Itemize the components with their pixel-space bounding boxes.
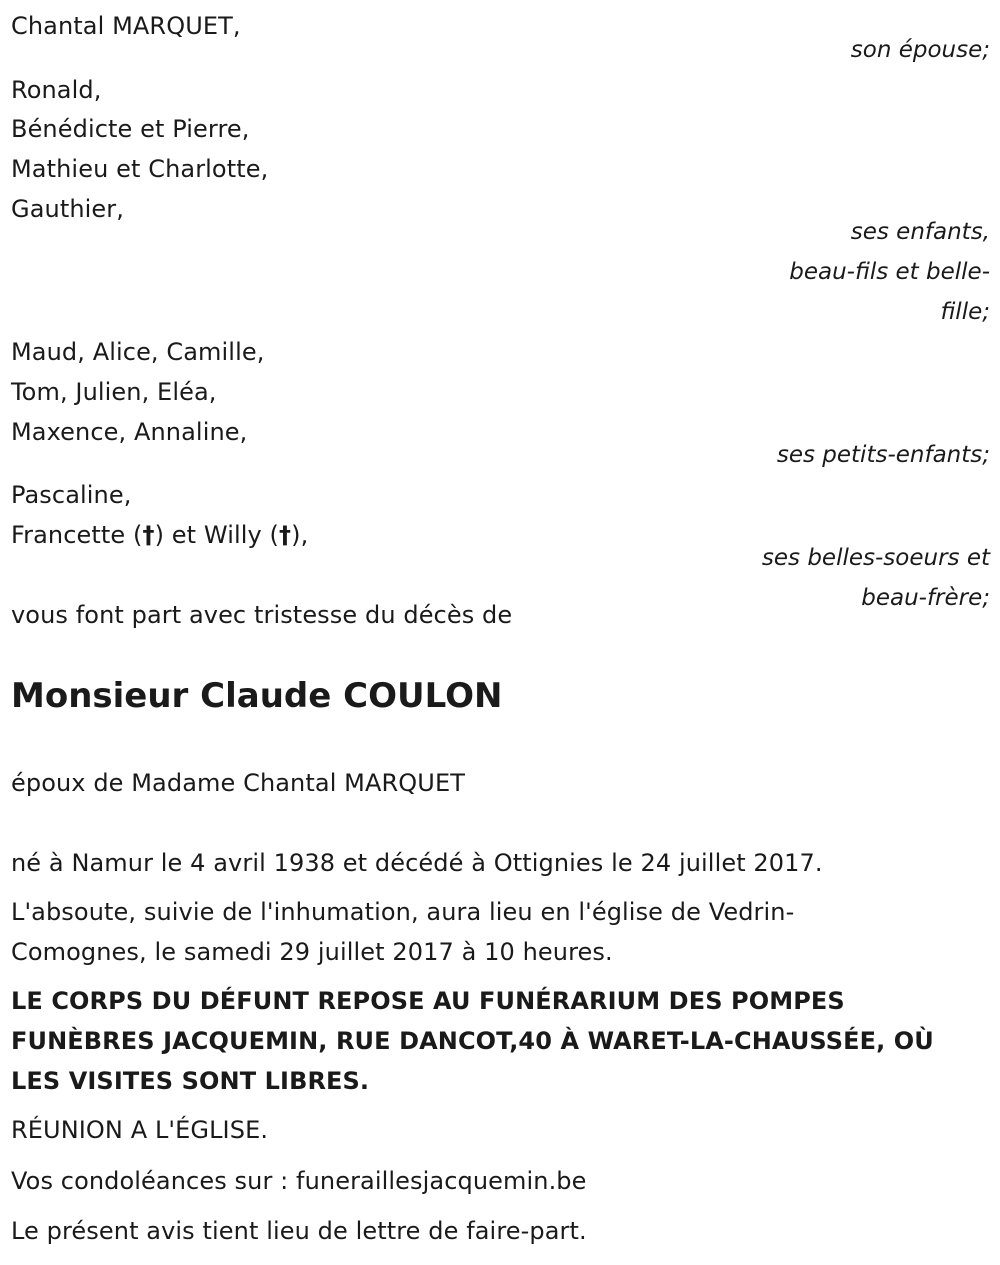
child-name: Gauthier, [11, 195, 124, 223]
spouse-relation: son épouse; [850, 37, 990, 63]
child-name: Bénédicte et Pierre, [11, 115, 250, 143]
spouse-name: Chantal MARQUET, [11, 12, 241, 40]
in-law-text: ) et Willy ( [154, 521, 279, 549]
visitation-line: LE CORPS DU DÉFUNT REPOSE AU FUNÉRARIUM DES POMPES [11, 987, 845, 1015]
condolences: Vos condoléances sur : funeraillesjacquemin.be [11, 1167, 587, 1195]
in-laws-relation: ses belles-soeurs et [761, 545, 990, 571]
visitation-line: FUNÈBRES JACQUEMIN, RUE DANCOT,40 À WARET-LA-CHAUSSÉE, OÙ [11, 1027, 934, 1055]
meeting: RÉUNION A L'ÉGLISE. [11, 1116, 269, 1144]
in-law-names-deceased [11, 515, 308, 555]
grandchild-names: Maxence, Annaline, [11, 418, 248, 446]
children-relation: beau-fils et belle- [789, 259, 990, 285]
visitation-line: LES VISITES SONT LIBRES. [11, 1067, 370, 1095]
grandchild-names: Tom, Julien, Eléa, [11, 378, 217, 406]
in-law-text: Francette ( [11, 521, 143, 549]
notice: Le présent avis tient lieu de lettre de faire-part. [11, 1217, 587, 1245]
child-name: Ronald, [11, 76, 102, 104]
in-law-name: Pascaline, [11, 481, 132, 509]
in-laws-relation: beau-frère; [861, 585, 990, 611]
birth-death: né à Namur le 4 avril 1938 et décédé à Ottignies le 24 juillet 2017. [11, 849, 823, 877]
child-name: Mathieu et Charlotte, [11, 155, 269, 183]
spouse-of: époux de Madame Chantal MARQUET [11, 769, 465, 797]
announcement: vous font part avec tristesse du décès de [11, 601, 513, 629]
grandchildren-relation: ses petits-enfants; [776, 442, 990, 468]
ceremony-line: Comognes, le samedi 29 juillet 2017 à 10 heures. [11, 938, 613, 966]
ceremony-line: L'absoute, suivie de l'inhumation, aura lieu en l'église de Vedrin- [11, 898, 795, 926]
children-relation: ses enfants, [850, 219, 990, 245]
children-relation: fille; [940, 299, 990, 325]
cross-icon: † [142, 521, 155, 549]
in-law-text: ), [291, 521, 309, 549]
deceased-name: Monsieur Claude COULON [11, 676, 503, 716]
cross-icon: † [279, 521, 292, 549]
grandchild-names: Maud, Alice, Camille, [11, 338, 265, 366]
